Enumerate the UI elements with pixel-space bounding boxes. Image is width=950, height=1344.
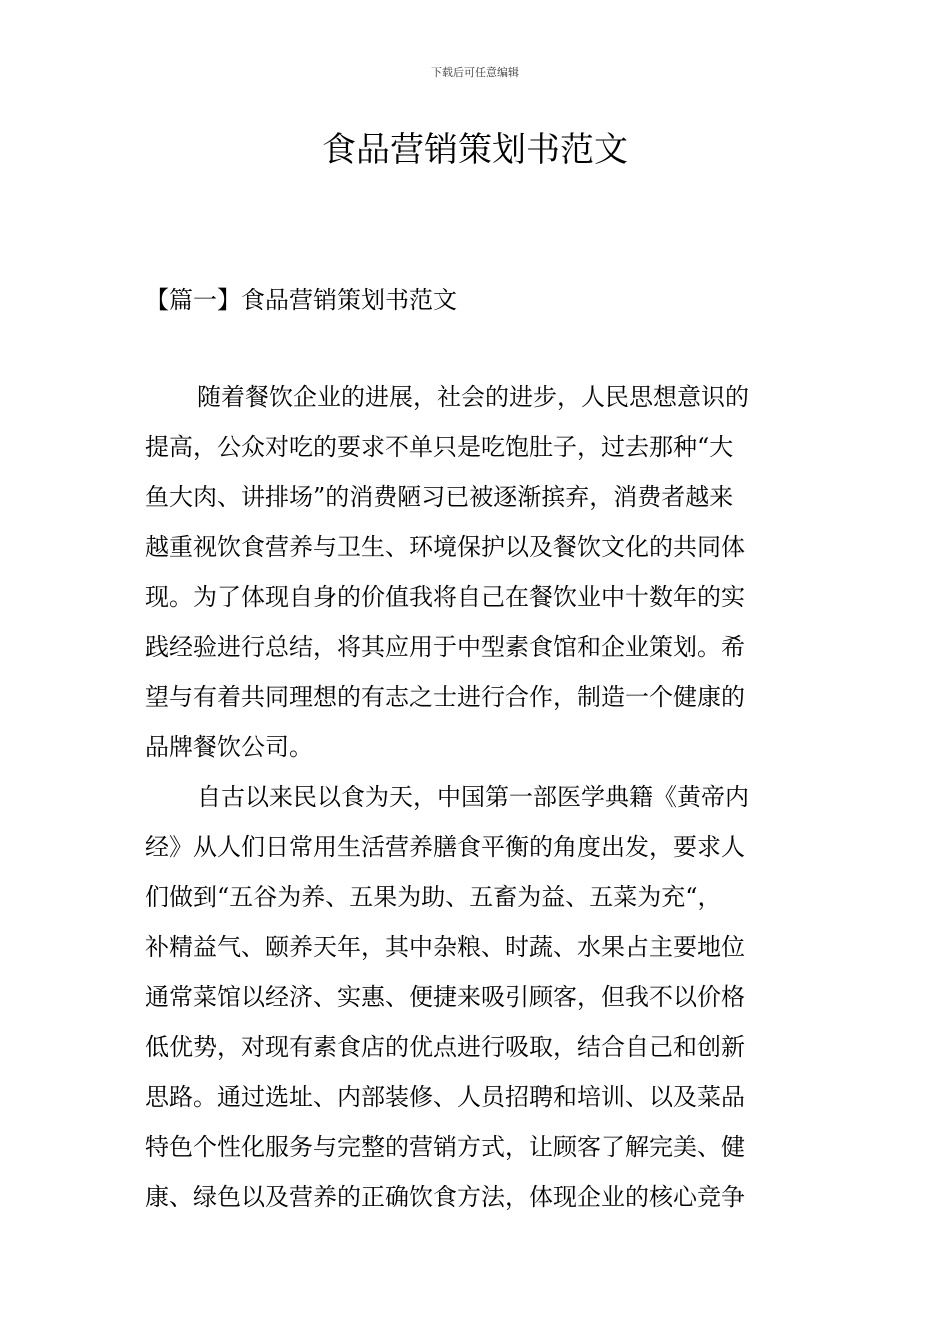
text-line: 践经验进行总结，将其应用于中型素食馆和企业策划。希	[145, 633, 745, 661]
section-heading: 【篇一】食品营销策划书范文	[145, 286, 457, 314]
paragraph-2	[145, 772, 810, 1222]
text-line: 补精益气、颐养天年，其中杂粮、时蔬、水果占主要地位	[145, 933, 745, 961]
text-line: 低优势，对现有素食店的优点进行吸取，结合自己和创新	[145, 1033, 745, 1061]
paragraph-1	[145, 372, 810, 772]
text-line: 品牌餐饮公司。	[145, 733, 313, 761]
text-line: 提高，公众对吃的要求不单只是吃饱肚子，过去那种“大	[145, 433, 734, 461]
text-line: 望与有着共同理想的有志之士进行合作，制造一个健康的	[145, 683, 745, 711]
text-line: 康、绿色以及营养的正确饮食方法，体现企业的核心竞争	[145, 1183, 745, 1211]
text-line: 们做到“五谷为养、五果为助、五畜为益、五菜为充“，	[145, 883, 722, 911]
document-body	[145, 372, 810, 1222]
text-line: 随着餐饮企业的进展，社会的进步，人民思想意识的	[197, 383, 749, 411]
document-title: 食品营销策划书范文	[322, 130, 628, 170]
text-line: 通常菜馆以经济、实惠、便捷来吸引顾客，但我不以价格	[145, 983, 745, 1011]
text-line: 思路。通过选址、内部装修、人员招聘和培训、以及菜品	[145, 1083, 745, 1111]
text-line: 鱼大肉、讲排场”的消费陋习已被逐渐摈弃，消费者越来	[145, 483, 734, 511]
page-header-note: 下载后可任意编辑	[431, 66, 519, 79]
text-line: 现。为了体现自身的价值我将自己在餐饮业中十数年的实	[145, 583, 745, 611]
text-line: 越重视饮食营养与卫生、环境保护以及餐饮文化的共同体	[145, 533, 745, 561]
text-line: 经》从人们日常用生活营养膳食平衡的角度出发，要求人	[145, 833, 745, 861]
text-line: 特色个性化服务与完整的营销方式，让顾客了解完美、健	[145, 1133, 745, 1161]
text-line: 自古以来民以食为天，中国第一部医学典籍《黄帝内	[197, 783, 749, 811]
